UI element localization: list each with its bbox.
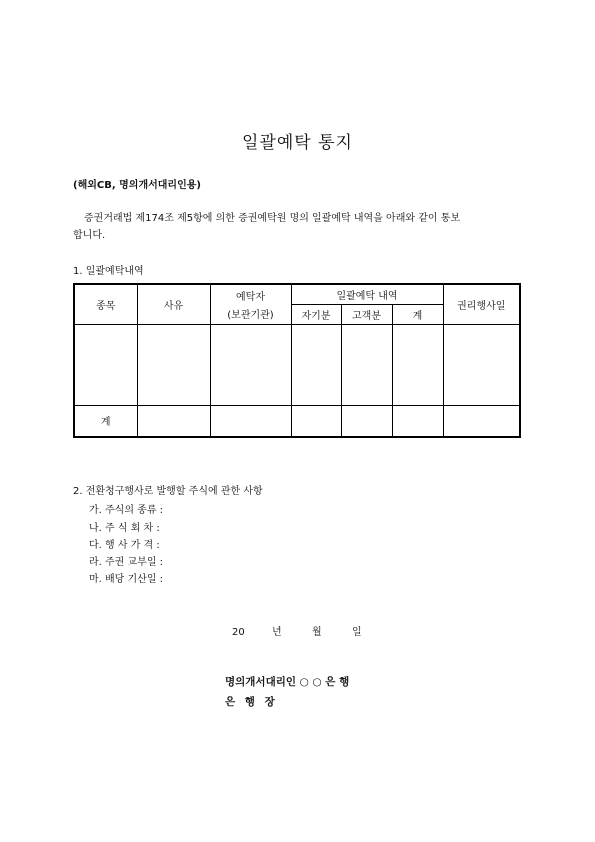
table-cell [443,324,520,405]
list-item: 가. 주식의 종류 : [89,505,164,516]
table-cell [137,324,210,405]
header-own: 자기분 [291,304,341,324]
header-bulk-deposit-group: 일괄예탁 내역 [291,284,443,304]
date-year-unit: 년 [272,627,282,638]
document-title: 일괄예탁 통지 [242,133,353,153]
table-row [74,324,520,405]
signature-agent: 명의개서대리인 ○ ○ 은 행 [225,676,350,688]
table-cell [392,405,443,437]
table-cell [443,405,520,437]
table-cell [341,405,392,437]
table-cell [137,405,210,437]
table-cell [392,324,443,405]
table-cell [74,324,137,405]
list-item: 마. 배당 기산일 : [89,574,164,585]
table-cell [210,405,291,437]
header-customer: 고객분 [341,304,392,324]
header-reason: 사유 [137,284,210,324]
section-1-heading: 1. 일괄예탁내역 [73,266,144,277]
intro-text-line-2: 합니다. [73,230,106,241]
header-sub-total: 계 [392,304,443,324]
document-subtitle: (해외CB, 명의개서대리인용) [73,180,201,191]
total-label: 계 [74,405,137,437]
table-total-row [74,405,520,437]
table-cell [291,405,341,437]
header-kind: 종목 [74,284,137,324]
table-cell [210,324,291,405]
header-depositor-line-1: 예탁자 [236,291,265,303]
date-month-unit: 월 [312,627,322,638]
section-2-heading: 2. 전환청구행사로 발행할 주식에 관한 사항 [73,486,263,497]
table-cell [291,324,341,405]
list-item: 나. 주 식 회 차 : [89,523,160,534]
date-day-unit: 일 [352,627,362,638]
intro-text-line-1: 증권거래법 제174조 제5항에 의한 증권예탁원 명의 일괄예탁 내역을 아래와 같이 통보 [84,213,461,224]
header-depositor [210,284,291,324]
header-rights-date: 권리행사일 [443,284,520,324]
bulk-deposit-table [73,283,521,438]
header-depositor-line-2: (보관기관) [227,309,274,321]
date-year: 20 [232,627,245,638]
date-line [232,623,362,638]
list-item: 라. 주권 교부일 : [89,557,164,568]
signature-title: 은 행 장 [225,696,278,708]
table-cell [341,324,392,405]
list-item: 다. 행 사 가 격 : [89,540,160,551]
